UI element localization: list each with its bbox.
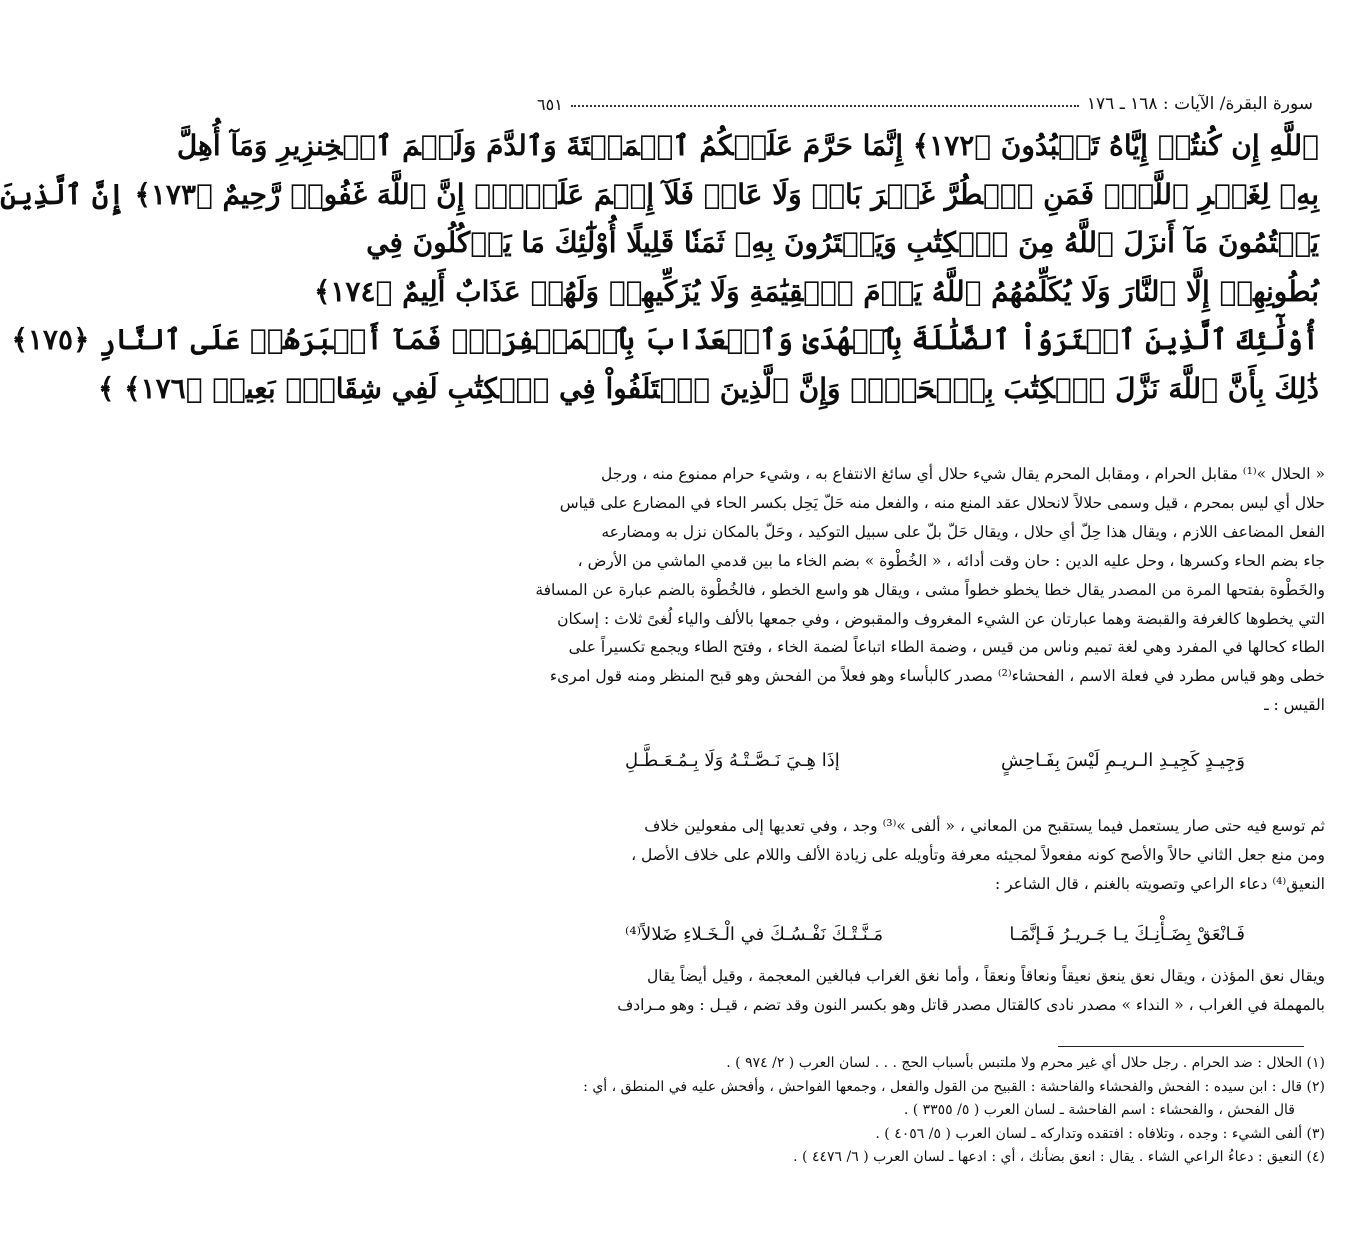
commentary-line: الطاء كحالها في المفرد وهي لغة تميم وناس من قيس ، وضمة الطاء اتباعاً لضمة الخاء ، وفتح الطاء ويجمع تكسيراً على [568, 638, 1325, 657]
page-number: ٦٥١ [537, 95, 563, 114]
verse-first-hemistich: وَجِيـدٍ كَجِيـدِ الـريـمِ لَيْسَ بِفَـاحِشٍ [1001, 750, 1245, 771]
quran-line: ٱللَّهِ إِن كُنتُمۡ إِيَّاهُ تَعۡبُدُونَ ﴿١٧٢﴾ إِنَّمَا حَرَّمَ عَلَيۡكُمُ ٱلۡمَيۡتَةَ وَٱلدَّمَ وَلَحۡمَ ٱلۡخِنزِيرِ وَمَآ أُهِلَّ [176, 129, 1319, 162]
commentary-line: ومن منع جعل الثاني حالاً والأصح كونه مفعولاً لمجيئه معرفة وتأويله على زيادة الألف واللام على خلاف الأصل ، [631, 845, 1325, 864]
commentary-line: والخَطْوة بفتحها المرة من المصدر يقال خطا يخطو خطواً مشى ، ويقال هو واسع الخطو ، فالخُطْوة بالضم عبارة عن المسافة [535, 580, 1325, 599]
commentary-line: القيس : ـ [1264, 696, 1325, 715]
commentary-line: ثم توسع فيه حتى صار يستعمل فيما يستقبح من المعاني ، « ألفى »⁽³⁾ وجد ، وفي تعديها إلى مفعولين خلاف [644, 817, 1325, 835]
commentary-line: حلال أي ليس بمحرم ، قيل وسمى حلالاً لانحلال عقد المنع منه ، والفعل منه حَلّ يَحِل بكسر الحاء في المضارع على قياس [559, 493, 1325, 512]
footnote: (٤) النعيق : دعاءُ الراعي الشاء . يقال : انعق بضأنك ، أي : ادعها ـ لسان العرب ( ٦/ ٤٤٧٦ ) . [793, 1149, 1325, 1165]
footnotes [531, 1052, 1325, 1170]
quran-text [0, 122, 1319, 413]
verse-second-hemistich: إذَا هِـيَ نَـصَّـتْـهُ وَلَا بِـمُـعَـطَّـلِ [625, 750, 840, 771]
commentary-line: خطى وهو قياس مطرد في فعلة الاسم ، الفحشاء⁽²⁾ مصدر كالبأساء وهو فعلاً من الفحش وهو قبح المنظر ومنه قول امرىء [549, 667, 1325, 686]
commentary-line: التي يخطوها كالغرفة والقبضة وهما عبارتان عن الشيء المغروف والمقبوض ، وفي جمعها بالألف والياء لُغىً ثلاث : إسكان [557, 609, 1325, 628]
footnote: (٣) ألفى الشيء : وجده ، وتلافاه : افتقده وتداركه ـ لسان العرب ( ٥/ ٤٠٥٦ ) . [875, 1125, 1325, 1142]
commentary-line: بالمهملة في الغراب ، « النداء » مصدر نادى كالقتال مصدر قاتل وهو بكسر النون وقد تضم ، قيـل : وهو مـرادف [617, 995, 1325, 1014]
commentary-paragraph [531, 962, 1325, 1020]
quran-line: أُوْلَٰٓئِكَ ٱلَّذِينَ ٱشۡتَرَوُاْ ٱلضَّلَٰلَةَ بِٱلۡهُدَىٰ وَٱلۡعَذَابَ بِٱلۡمَغۡفِرَةِۚ فَمَآ أَصۡبَرَهُمۡ عَلَى ٱلنَّارِ ﴿١٧٥﴾ [11, 323, 1319, 356]
quran-line: ذَٰلِكَ بِأَنَّ ٱللَّهَ نَزَّلَ ٱلۡكِتَٰبَ بِٱلۡحَقِّۗ وَإِنَّ ٱلَّذِينَ ٱخۡتَلَفُواْ فِي ٱلۡكِتَٰبِ لَفِي شِقَاقِۭ بَعِيدٖ ﴿١٧٦﴾ ﴾ [98, 371, 1319, 405]
footnote: (٢) قال : ابن سيده : الفحش والفحشاء والفاحشة : القبيح من القول والفعل ، وجمعها الفواحش ، وأفحش عليه في المنطق ، أي : [583, 1078, 1325, 1095]
commentary-line: « الحلال »⁽¹⁾ مقابل الحرام ، ومقابل المحرم يقال شيء حلال أي سائغ الانتفاع به ، وشيء حرام ممنوع منه ، ورجل [601, 465, 1325, 483]
quran-line: يَكۡتُمُونَ مَآ أَنزَلَ ٱللَّهُ مِنَ ٱلۡكِتَٰبِ وَيَشۡتَرُونَ بِهِۦ ثَمَنٗا قَلِيلًا أُوْلَٰٓئِكَ مَا يَأۡكُلُونَ فِي [366, 226, 1319, 259]
commentary-line: ويقال نعق المؤذن ، ويقال نعق ينعق نعيقاً ونعاقاً ونعقاً ، وأما نغق الغراب فبالغين المعجمة ، وقيل أيضاً يقال [647, 967, 1325, 985]
poetry-verse [625, 924, 1245, 945]
commentary-line: جاء بضم الحاء وكسرها ، وحل عليه الدين : حان وقت أدائه ، « الخُطْوة » بضم الخاء ما بين قدمي الماشي من الأرض ، [577, 551, 1325, 570]
page-header [537, 84, 1313, 114]
verse-first-hemistich: فَـانْعَقْ بِضَـأْنِـكَ يـا جَـريـرُ فَـإنَّمَـا [1009, 924, 1245, 945]
quran-line: بِهِۦ لِغَيۡرِ ٱللَّهِۖ فَمَنِ ٱضۡطُرَّ غَيۡرَ بَاغٖ وَلَا عَادٖ فَلَآ إِثۡمَ عَلَيۡهِۚ إِنَّ ٱللَّهَ غَفُورٞ رَّحِيمٌ ﴿١٧٣﴾ إِنَّ ٱلَّذِينَ [0, 177, 1319, 211]
surah-title: سورة البقرة/ الآيات : ١٦٨ ـ ١٧٦ [1086, 94, 1313, 114]
footnote: (١) الحلال : ضد الحرام . رجل حلال أي غير محرم ولا ملتبس بأسباب الحج . . . لسان العرب ( ٢/ ٩٧٤ ) . [726, 1055, 1325, 1071]
commentary-line: النعيق⁽⁴⁾ دعاء الراعي وتصويته بالغنم ، قال الشاعر : [994, 874, 1325, 893]
poetry-verse [625, 750, 1245, 771]
verse-second-hemistich: مَـنَّـتْـكَ نَفْـسُـكَ في الْـخَـلاءِ ضَلالاً⁽⁴⁾ [625, 924, 884, 945]
quran-line: بُطُونِهِمۡ إِلَّا ٱلنَّارَ وَلَا يُكَلِّمُهُمُ ٱللَّهُ يَوۡمَ ٱلۡقِيَٰمَةِ وَلَا يُزَكِّيهِمۡ وَلَهُمۡ عَذَابٌ أَلِيمٌ ﴿١٧٤﴾ [313, 274, 1319, 308]
commentary-paragraph [531, 812, 1325, 899]
commentary-line: الفعل المضاعف اللازم ، ويقال هذا حِلّ أي حلال ، ويقال حَلّ بلّ على سبيل التوكيد ، وحَلّ بالمكان نزل به ومضارعه [601, 522, 1325, 541]
commentary-paragraph [531, 460, 1325, 720]
footnote-continuation: قال الفحش ، والفحشاء : اسم الفاحشة ـ لسان العرب ( ٥/ ٣٣٥٥ ) . [903, 1102, 1295, 1118]
footnote-separator [1058, 1046, 1304, 1047]
leader-dots [571, 104, 1079, 107]
